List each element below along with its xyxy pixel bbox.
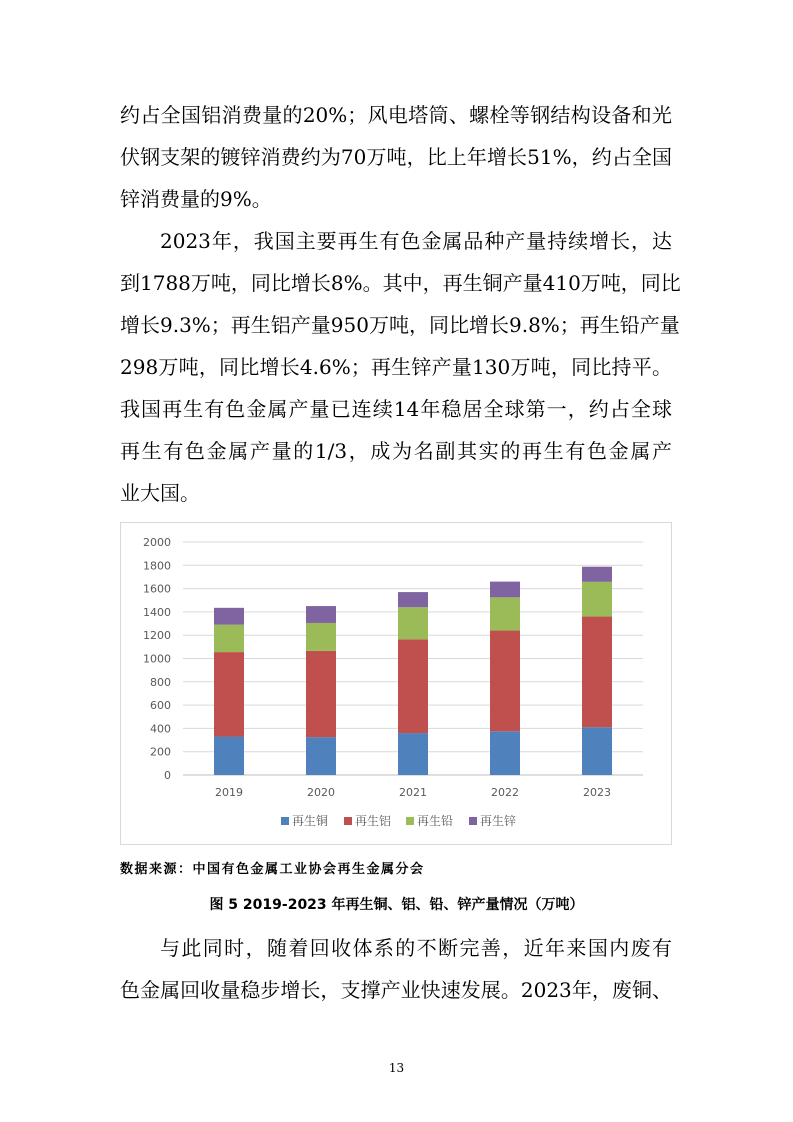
text-line: 与此同时，随着回收体系的不断完善，近年来国内废有 xyxy=(160,936,672,960)
bar-2023-series-1 xyxy=(582,617,612,728)
legend-swatch-1 xyxy=(344,817,352,825)
bar-2020-series-2 xyxy=(306,623,336,651)
text-line: 增长9.3%；再生铝产量950万吨，同比增长9.8%；再生铅产量 xyxy=(120,313,680,337)
text-line: 2023年，我国主要再生有色金属品种产量持续增长，达 xyxy=(160,229,672,253)
bar-2023-series-3 xyxy=(582,567,612,582)
text-line: 约占全国铝消费量的20%；风电塔筒、螺栓等钢结构设备和光 xyxy=(120,103,672,127)
bar-2023-series-0 xyxy=(582,727,612,775)
text-line: 业大国。 xyxy=(120,481,200,505)
bar-2022-series-3 xyxy=(490,582,520,598)
y-tick-label: 1800 xyxy=(143,559,171,573)
bar-2020-series-0 xyxy=(306,737,336,775)
text-line: 298万吨，同比增长4.6%；再生锌产量130万吨，同比持平。 xyxy=(120,355,672,379)
x-tick-label: 2022 xyxy=(491,786,519,799)
y-tick-label: 1600 xyxy=(143,582,171,596)
y-tick-label: 400 xyxy=(150,722,171,736)
y-tick-label: 1400 xyxy=(143,605,171,619)
bar-2020-series-3 xyxy=(306,606,336,623)
text-line: 伏钢支架的镀锌消费约为70万吨，比上年增长51%，约占全国 xyxy=(120,145,672,169)
body-text-bottom xyxy=(120,927,672,1011)
figure-caption: 图 5 2019-2023 年再生铜、铝、铅、锌产量情况（万吨） xyxy=(209,897,584,913)
legend-label-0: 再生铜 xyxy=(292,814,329,828)
bar-2019-series-3 xyxy=(214,608,244,625)
legend-label-2: 再生铅 xyxy=(417,814,454,828)
bar-2021-series-2 xyxy=(398,607,428,639)
bar-2021-series-1 xyxy=(398,639,428,733)
page-number: 13 xyxy=(388,1061,405,1075)
bar-2022-series-0 xyxy=(490,731,520,775)
stacked-bar-chart xyxy=(120,522,672,845)
y-tick-label: 1200 xyxy=(143,629,171,643)
bar-2023-series-2 xyxy=(582,582,612,617)
x-tick-label: 2021 xyxy=(399,786,427,799)
legend-swatch-0 xyxy=(281,817,289,825)
text-line: 色金属回收量稳步增长，支撑产业快速发展。2023年，废铜、 xyxy=(120,978,672,1002)
figure-source: 数据来源：中国有色金属工业协会再生金属分会 xyxy=(120,862,425,877)
text-line: 再生有色金属产量的1/3，成为名副其实的再生有色金属产 xyxy=(120,439,672,463)
bar-2021-series-0 xyxy=(398,733,428,775)
y-tick-label: 0 xyxy=(164,769,171,782)
text-line: 我国再生有色金属产量已连续14年稳居全球第一，约占全球 xyxy=(120,397,672,421)
legend-label-1: 再生铝 xyxy=(355,814,392,828)
y-tick-label: 600 xyxy=(150,699,171,713)
bar-2019-series-2 xyxy=(214,625,244,652)
x-tick-label: 2020 xyxy=(307,786,335,799)
legend-swatch-2 xyxy=(406,817,414,825)
bar-2019-series-0 xyxy=(214,737,244,775)
chart-canvas xyxy=(121,523,671,844)
y-tick-label: 800 xyxy=(150,675,171,689)
y-tick-label: 2000 xyxy=(143,536,171,549)
bar-2020-series-1 xyxy=(306,651,336,737)
bar-2022-series-2 xyxy=(490,597,520,630)
y-tick-label: 200 xyxy=(150,745,171,759)
bar-2021-series-3 xyxy=(398,592,428,607)
x-tick-label: 2023 xyxy=(583,786,611,799)
y-tick-label: 1000 xyxy=(143,652,171,666)
x-tick-label: 2019 xyxy=(215,786,243,799)
body-text-top xyxy=(120,94,681,514)
text-line: 到1788万吨，同比增长8%。其中，再生铜产量410万吨，同比 xyxy=(120,271,681,295)
text-line: 锌消费量的9%。 xyxy=(120,187,272,211)
bar-2022-series-1 xyxy=(490,631,520,732)
legend-label-3: 再生锌 xyxy=(480,814,517,828)
legend-swatch-3 xyxy=(469,817,477,825)
bar-2019-series-1 xyxy=(214,652,244,736)
